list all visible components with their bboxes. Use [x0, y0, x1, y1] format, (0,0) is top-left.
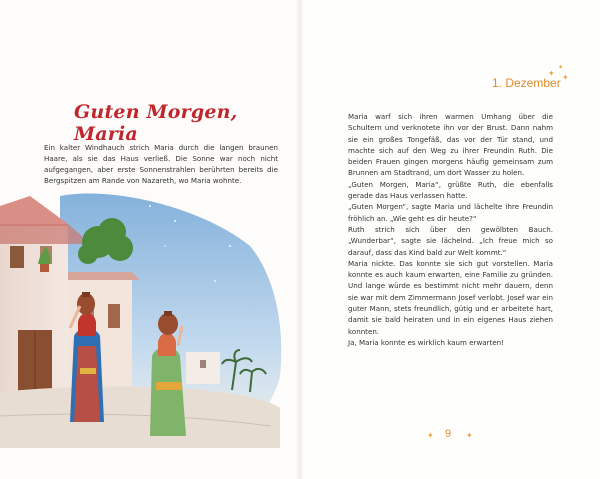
story-text — [348, 111, 553, 348]
date-label: 1. Dezember — [492, 76, 561, 90]
star-icon: ✦ — [548, 69, 555, 78]
story-paragraph: Ja, Maria konnte es wirklich kaum erwarten! — [348, 337, 505, 347]
story-title: Guten Morgen, Maria — [74, 101, 238, 145]
intro-paragraph: Ein kalter Windhauch strich Maria durch die langen braunen Haare, als sie das Haus verließ. Die Sonne war noch nicht aufgegangen, aber erste Sonnenstrahlen berührten bereits die Bergspitzen am Rande von Nazareth, wo Maria wohnte. — [44, 143, 278, 185]
story-paragraph: Ruth strich sich über den gewölbten Bauch. „Wunderbar“, sagte sie lächelnd. „Ich freue mich so darauf, dass das Kind bald zur Welt kommt.“ — [348, 224, 553, 257]
star-icon: ✦ — [466, 431, 473, 440]
story-paragraph: Maria warf sich ihren warmen Umhang über die Schultern und verknotete ihn vor der Brust. Dann nahm sie ein großes Tongefäß, das vor der Tür stand, und machte sich auf den Weg zu ihrer Freundin Ruth. Die beiden Frauen gingen morgens häufig gemeinsam zum Brunnen am Stadtrand, um dort Wasser zu holen. — [348, 112, 553, 178]
star-icon: ✦ — [562, 73, 569, 82]
story-paragraph: „Guten Morgen, Maria“, grüßte Ruth, die ebenfalls gerade das Haus verlassen hatte. — [348, 179, 553, 201]
illustration-maria-and-ruth — [0, 186, 296, 456]
star-icon: ✦ — [427, 431, 434, 440]
story-paragraph: „Guten Morgen“, sagte Maria und lächelte ihre Freundin fröhlich an. „Wie geht es dir heute?“ — [348, 202, 553, 223]
page-number: 9 — [445, 428, 452, 440]
story-paragraph: Maria nickte. Das konnte sie sich gut vorstellen. Maria konnte es auch kaum erwarten, eine Familie zu gründen. Und lange würde es bestimmt nicht mehr dauern, denn sie war mit dem Zimmermann Josef verlobt. Josef war ein guter Mann, stets freundlich, gütig und er arbeitete hart, damit sie bald heiraten und in ein eigenes Haus ziehen konnten. — [348, 258, 553, 336]
star-icon: ✦ — [558, 65, 564, 71]
star-cluster-top — [548, 64, 578, 84]
book-gutter — [296, 0, 304, 479]
